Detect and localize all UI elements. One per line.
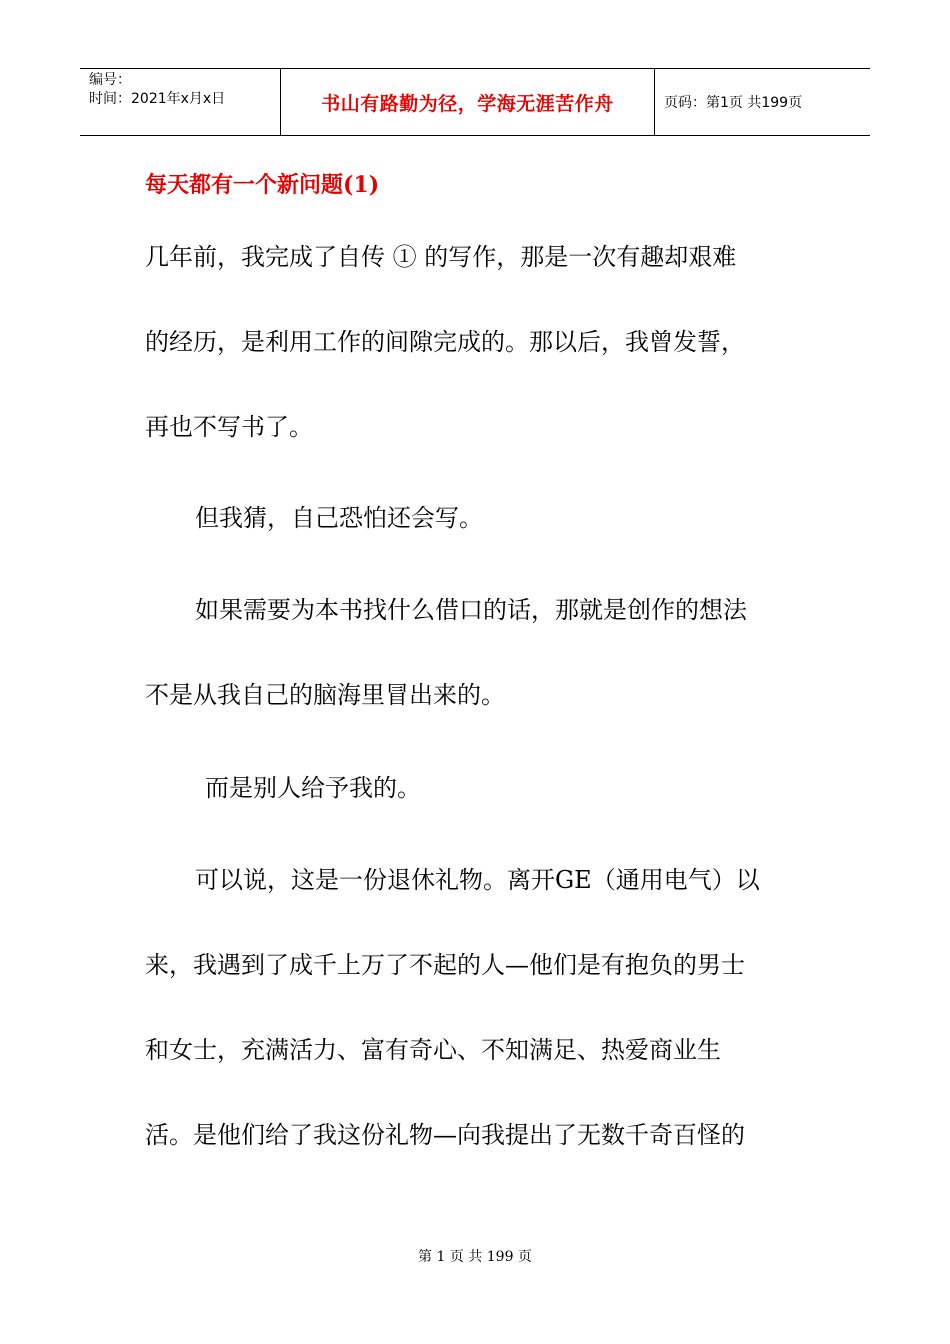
paragraph-line: 来，我遇到了成千上万了不起的人—他们是有抱负的男士 [145,951,745,979]
header-page-info: 页码：第1页 共199页 [664,95,803,111]
header-meta-cell [80,69,281,135]
page-header [80,68,870,136]
header-motto: 书山有路勤为径，学海无涯苦作舟 [281,69,655,135]
paragraph-line: 和女士，充满活力、富有奇心、不知满足、热爱商业生 [145,1036,721,1064]
paragraph-line: 但我猜，自己恐怕还会写。 [195,504,483,532]
header-time-label: 时间：2021年x月x日 [89,91,226,107]
paragraph-line: 而是别人给予我的。 [205,774,421,802]
header-number-label: 编号： [89,72,131,88]
paragraph-line: 如果需要为本书找什么借口的话，那就是创作的想法 [195,596,747,624]
document-title: 每天都有一个新问题(1) [145,172,380,198]
paragraph-line: 几年前，我完成了自传 ① 的写作，那是一次有趣却艰难 [145,243,737,271]
paragraph-line: 活。是他们给了我这份礼物—向我提出了无数千奇百怪的 [145,1121,745,1149]
paragraph-line: 再也不写书了。 [145,413,313,441]
paragraph-line: 可以说，这是一份退休礼物。离开GE（通用电气）以 [195,866,760,894]
paragraph-line: 不是从我自己的脑海里冒出来的。 [145,681,505,709]
page-footer: 第 1 页 共 199 页 [418,1249,532,1265]
paragraph-line: 的经历，是利用工作的间隙完成的。那以后，我曾发誓， [145,328,745,356]
